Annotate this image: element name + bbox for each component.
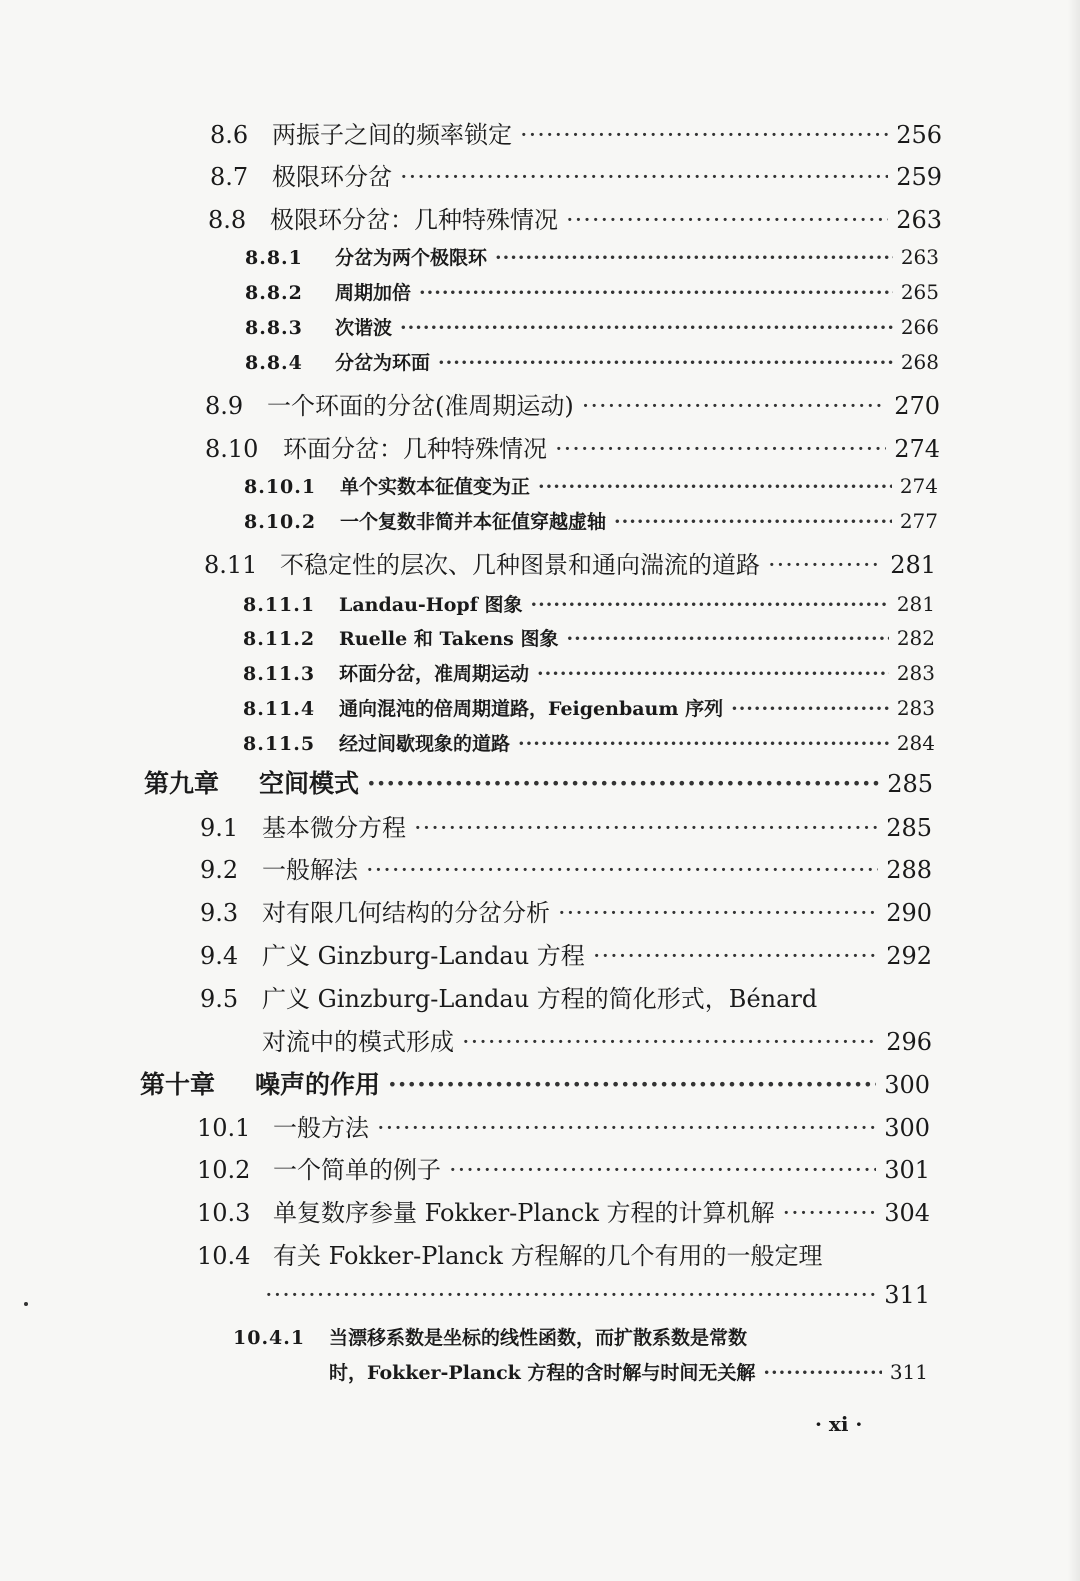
page-ref: 311 [889,1360,928,1384]
dot-leader [614,511,892,533]
page-ref: 281 [896,592,935,616]
section-title: 基本微分方程 [262,814,406,842]
section-number: 8.11.4 [243,698,316,720]
page-ref: 270 [894,392,940,420]
page-ref: 311 [884,1281,930,1309]
section-number: 8.8 [208,206,247,234]
section-number: 8.8.1 [245,247,303,269]
toc-entry [243,729,935,756]
toc-entry [245,243,939,270]
section-number: 9.5 [200,985,239,1013]
page-ref: 274 [894,435,940,463]
page-ref: 300 [884,1071,930,1099]
toc-entry [204,545,936,580]
dot-leader [518,733,889,755]
toc-entry [244,472,938,499]
page-ref: 263 [896,206,942,234]
section-number: 8.11.2 [243,628,316,650]
toc-entry [245,278,939,305]
dot-leader [265,1281,876,1309]
section-number: 10.3 [197,1199,251,1227]
toc-entry [243,590,935,617]
section-title: Ruelle 和 Takens 图象 [339,628,559,650]
dot-leader [414,814,878,842]
toc-entry-continuation [262,1022,932,1057]
dot-leader [419,282,893,304]
dot-leader [366,856,878,884]
dot-leader [438,352,893,374]
section-number: 8.9 [205,392,244,420]
chapter-heading [144,764,933,800]
section-title: 分岔为环面 [335,352,431,374]
section-number: 8.8.3 [245,317,303,339]
page-ref: 282 [896,626,935,650]
section-number: 9.4 [200,942,239,970]
dot-leader [783,1199,877,1227]
chapter-title: 噪声的作用 [255,1070,381,1099]
page-ref: 288 [886,856,932,884]
section-title: 环面分岔：几种特殊情况 [283,435,547,463]
dot-leader [462,1028,878,1056]
section-number: 10.2 [197,1156,251,1184]
toc-entry [200,808,932,843]
section-title: 一般解法 [262,856,358,884]
page-ref: 256 [896,121,942,149]
dot-leader [566,206,888,234]
section-title: 一个环面的分岔(准周期运动) [267,392,574,420]
section-number: 8.11.1 [243,594,316,616]
section-number: 8.8.4 [245,352,303,374]
page-ref: 296 [886,1028,932,1056]
section-number: 8.10.2 [244,511,317,533]
toc-entry [200,850,932,885]
section-title: 单复数序参量 Fokker-Planck 方程的计算机解 [273,1199,775,1227]
chapter-heading [140,1065,930,1101]
toc-entry-continuation [265,1281,930,1309]
toc-entry-continuation [329,1358,928,1385]
section-title: 不稳定性的层次、几种图景和通向湍流的道路 [280,551,760,579]
toc-entry [243,694,935,721]
toc-entry [208,200,942,235]
section-title: 一个复数非简并本征值穿越虚轴 [340,511,607,533]
section-title: 极限环分岔 [272,163,392,191]
section-number: 8.11.3 [243,663,316,685]
toc-entry [200,936,932,971]
toc-entry [205,386,940,421]
toc-entry [244,507,938,534]
scan-speck [24,1302,28,1306]
section-title: 周期加倍 [335,282,412,304]
chapter-number: 第九章 [144,769,220,798]
page-ref: 292 [886,942,932,970]
section-number: 10.4.1 [233,1327,306,1349]
page-ref: 263 [900,245,939,269]
toc-entry [197,1193,930,1228]
section-number: 9.3 [200,899,239,927]
dot-leader [495,247,893,269]
section-title: 两振子之间的频率锁定 [272,121,512,149]
dot-leader [558,899,878,927]
section-title: 极限环分岔：几种特殊情况 [270,206,558,234]
page-edge-shadow [1068,0,1080,1581]
page-ref: 300 [884,1114,930,1142]
section-title: 对有限几何结构的分岔分析 [262,899,550,927]
section-number: 9.1 [200,814,239,842]
dot-leader [388,1070,876,1099]
section-number: 9.2 [200,856,239,884]
section-title: 通向混沌的倍周期道路，Feigenbaum 序列 [339,698,724,720]
dot-leader [530,594,888,616]
dot-leader [400,163,888,191]
section-title: 广义 Ginzburg-Landau 方程的简化形式，Bénard [262,985,818,1013]
page-ref: 259 [896,163,942,191]
section-number: 8.8.2 [245,282,303,304]
section-title: 一般方法 [273,1114,369,1142]
page-ref: 301 [884,1156,930,1184]
toc-entry [243,624,935,651]
dot-leader [377,1114,876,1142]
section-title: 环面分岔，准周期运动 [339,663,530,685]
dot-leader [566,628,888,650]
dot-leader [582,392,886,420]
section-title: Landau-Hopf 图象 [339,594,523,616]
dot-leader [367,769,879,798]
toc-entry [243,659,935,686]
page-ref: 268 [900,350,939,374]
section-title: 当漂移系数是坐标的线性函数，而扩散系数是常数 [329,1327,748,1349]
section-number: 8.11.5 [243,733,316,755]
page-ref: 284 [896,731,935,755]
section-number: 8.7 [210,163,249,191]
dot-leader [537,663,889,685]
page-ref: 283 [896,696,935,720]
dot-leader [555,435,886,463]
page-ref: 274 [899,474,938,498]
chapter-title: 空间模式 [259,769,360,798]
section-title: 广义 Ginzburg-Landau 方程 [262,942,585,970]
toc-entry [200,893,932,928]
section-number: 8.11 [204,551,258,579]
page-ref: 304 [884,1199,930,1227]
page-ref: 277 [899,509,938,533]
toc-entry [245,348,939,375]
page-ref: 285 [887,770,933,798]
toc-entry [197,1108,930,1143]
dot-leader [593,942,878,970]
toc-entry [200,979,932,1014]
section-number: 10.1 [197,1114,251,1142]
section-number: 8.6 [210,121,249,149]
dot-leader [538,476,892,498]
page-ref: 266 [900,315,939,339]
section-title: 分岔为两个极限环 [335,247,488,269]
section-title: 单个实数本征值变为正 [340,476,531,498]
page-ref: 265 [900,280,939,304]
toc-entry [233,1323,928,1350]
section-number: 10.4 [197,1242,251,1270]
toc-entry [197,1236,930,1271]
page-ref: 290 [886,899,932,927]
section-number: 8.10.1 [244,476,317,498]
section-number: 8.10 [205,435,259,463]
toc-entry [210,157,942,192]
chapter-number: 第十章 [140,1070,216,1099]
page-ref: 281 [890,551,936,579]
toc-entry [245,313,939,340]
section-title: 经过间歇现象的道路 [339,733,511,755]
dot-leader [400,317,893,339]
toc-entry [205,429,940,464]
dot-leader [520,121,888,149]
dot-leader [763,1362,881,1384]
dot-leader [731,698,889,720]
section-title: 有关 Fokker-Planck 方程解的几个有用的一般定理 [273,1242,823,1270]
page-ref: 285 [886,814,932,842]
toc-entry [210,115,942,150]
toc-entry [197,1150,930,1185]
page-number: · xi · [815,1412,863,1436]
section-title-line2: 对流中的模式形成 [262,1028,454,1056]
dot-leader [449,1156,876,1184]
section-title: 次谐波 [335,317,393,339]
section-title-line2: 时，Fokker-Planck 方程的含时解与时间无关解 [329,1362,756,1384]
page-ref: 283 [896,661,935,685]
dot-leader [768,551,882,579]
section-title: 一个简单的例子 [273,1156,441,1184]
